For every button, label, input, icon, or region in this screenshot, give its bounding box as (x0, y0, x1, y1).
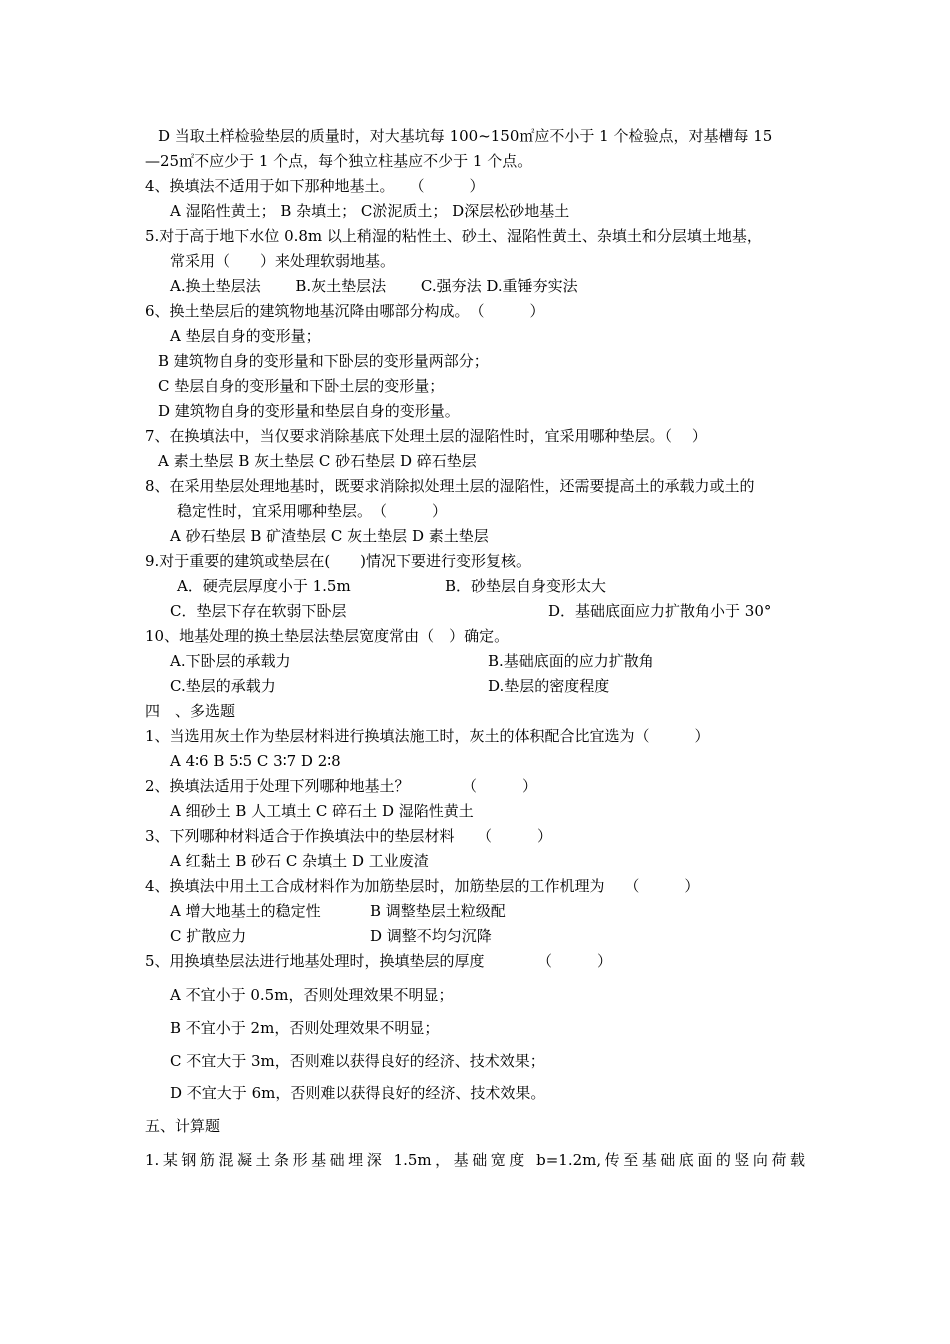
question-10-option-b: B.基础底面的应力扩散角 (488, 652, 654, 670)
question-9-option-c: C．垫层下存在软弱下卧层 (170, 602, 347, 620)
question-10-option-a: A.下卧层的承载力 (170, 652, 291, 670)
question-5-options: A.换土垫层法 B.灰土垫层法 C.强夯法 D.重锤夯实法 (170, 277, 578, 295)
multi-question-5-option-c: C 不宜大于 3m，否则难以获得良好的经济、技术效果； (170, 1052, 545, 1070)
multi-question-3: 3、下列哪种材料适合于作换填法中的垫层材料 （ ） (145, 827, 553, 845)
question-7: 7、在换填法中，当仅要求消除基底下处理土层的湿陷性时，宜采用哪种垫层。（ ） (145, 427, 707, 445)
question-6-option-c: C 垫层自身的变形量和下卧土层的变形量； (158, 377, 445, 395)
question-10: 10、地基处理的换土垫层法垫层宽度常由（ ）确定。 (145, 627, 510, 645)
question-9-option-b: B．砂垫层自身变形太大 (445, 577, 607, 595)
question-6-option-a: A 垫层自身的变形量； (170, 327, 321, 345)
question-4-options: A 湿陷性黄土； B 杂填土； C淤泥质土； D深层松砂地基土 (170, 202, 570, 220)
question-5-continued: 常采用（ ）来处理软弱地基。 (170, 252, 396, 270)
multi-question-4-option-d: D 调整不均匀沉降 (370, 927, 492, 945)
multi-question-2: 2、换填法适用于处理下列哪种地基土？ （ ） (145, 777, 538, 795)
question-10-option-d: D.垫层的密度程度 (488, 677, 610, 695)
question-9: 9.对于重要的建筑或垫层在( )情况下要进行变形复核。 (145, 552, 532, 570)
multi-question-1-options: A 4∶6 B 5∶5 C 3∶7 D 2∶8 (170, 752, 341, 770)
multi-question-4-option-b: B 调整垫层土粒级配 (370, 902, 506, 920)
multi-question-5: 5、用换填垫层法进行地基处理时，换填垫层的厚度 （ ） (145, 952, 613, 970)
option-d-continued: —25㎡不应少于 1 个点，每个独立柱基应不少于 1 个点。 (145, 152, 533, 170)
section-heading-calculation: 五、计算题 (145, 1117, 221, 1135)
multi-question-5-option-b: B 不宜小于 2m，否则处理效果不明显； (170, 1019, 440, 1037)
multi-question-4-option-a: A 增大地基土的稳定性 (170, 902, 321, 920)
question-8-options: A 砂石垫层 B 矿渣垫层 C 灰土垫层 D 素土垫层 (170, 527, 489, 545)
question-4: 4、换填法不适用于如下那种地基土。 （ ） (145, 177, 485, 195)
question-6: 6、换土垫层后的建筑物地基沉降由哪部分构成。 （ ） (145, 302, 545, 320)
multi-question-1: 1、当选用灰土作为垫层材料进行换填法施工时，灰土的体积配合比宜选为（ ） (145, 727, 710, 745)
question-5: 5.对于高于地下水位 0.8m 以上稍湿的粘性土、砂土、湿陷性黄土、杂填土和分层填土地基， (145, 227, 762, 245)
multi-question-2-options: A 细砂土 B 人工填土 C 碎石土 D 湿陷性黄土 (170, 802, 474, 820)
multi-question-5-option-d: D 不宜大于 6m，否则难以获得良好的经济、技术效果。 (170, 1084, 546, 1102)
question-7-options: A 素土垫层 B 灰土垫层 C 砂石垫层 D 碎石垫层 (158, 452, 477, 470)
question-10-option-c: C.垫层的承载力 (170, 677, 276, 695)
question-9-option-d: D．基础底面应力扩散角小于 30° (548, 602, 772, 620)
section-heading-multiple-choice: 四 、多选题 (145, 702, 236, 720)
multi-question-5-option-a: A 不宜小于 0.5m，否则处理效果不明显； (170, 986, 454, 1004)
calc-question-1: 1.某钢筋混凝土条形基础埋深 1.5m，基础宽度 b=1.2m,传至基础底面的竖向荷载 (145, 1151, 805, 1169)
multi-question-3-options: A 红黏土 B 砂石 C 杂填土 D 工业废渣 (170, 852, 429, 870)
option-d-text: D 当取土样检验垫层的质量时，对大基坑每 100~150㎡应不小于 1 个检验点，对基槽每 15 (158, 127, 773, 145)
question-6-option-d: D 建筑物自身的变形量和垫层自身的变形量。 (158, 402, 460, 420)
question-9-option-a: A．硬壳层厚度小于 1.5m (177, 577, 351, 595)
multi-question-4: 4、换填法中用土工合成材料作为加筋垫层时，加筋垫层的工作机理为 （ ） (145, 877, 700, 895)
multi-question-4-option-c: C 扩散应力 (170, 927, 247, 945)
question-8: 8、在采用垫层处理地基时，既要求消除拟处理土层的湿陷性，还需要提高土的承载力或土的 (145, 477, 755, 495)
question-8-continued: 稳定性时，宜采用哪种垫层。 （ ） (177, 502, 448, 520)
question-6-option-b: B 建筑物自身的变形量和下卧层的变形量两部分； (158, 352, 489, 370)
